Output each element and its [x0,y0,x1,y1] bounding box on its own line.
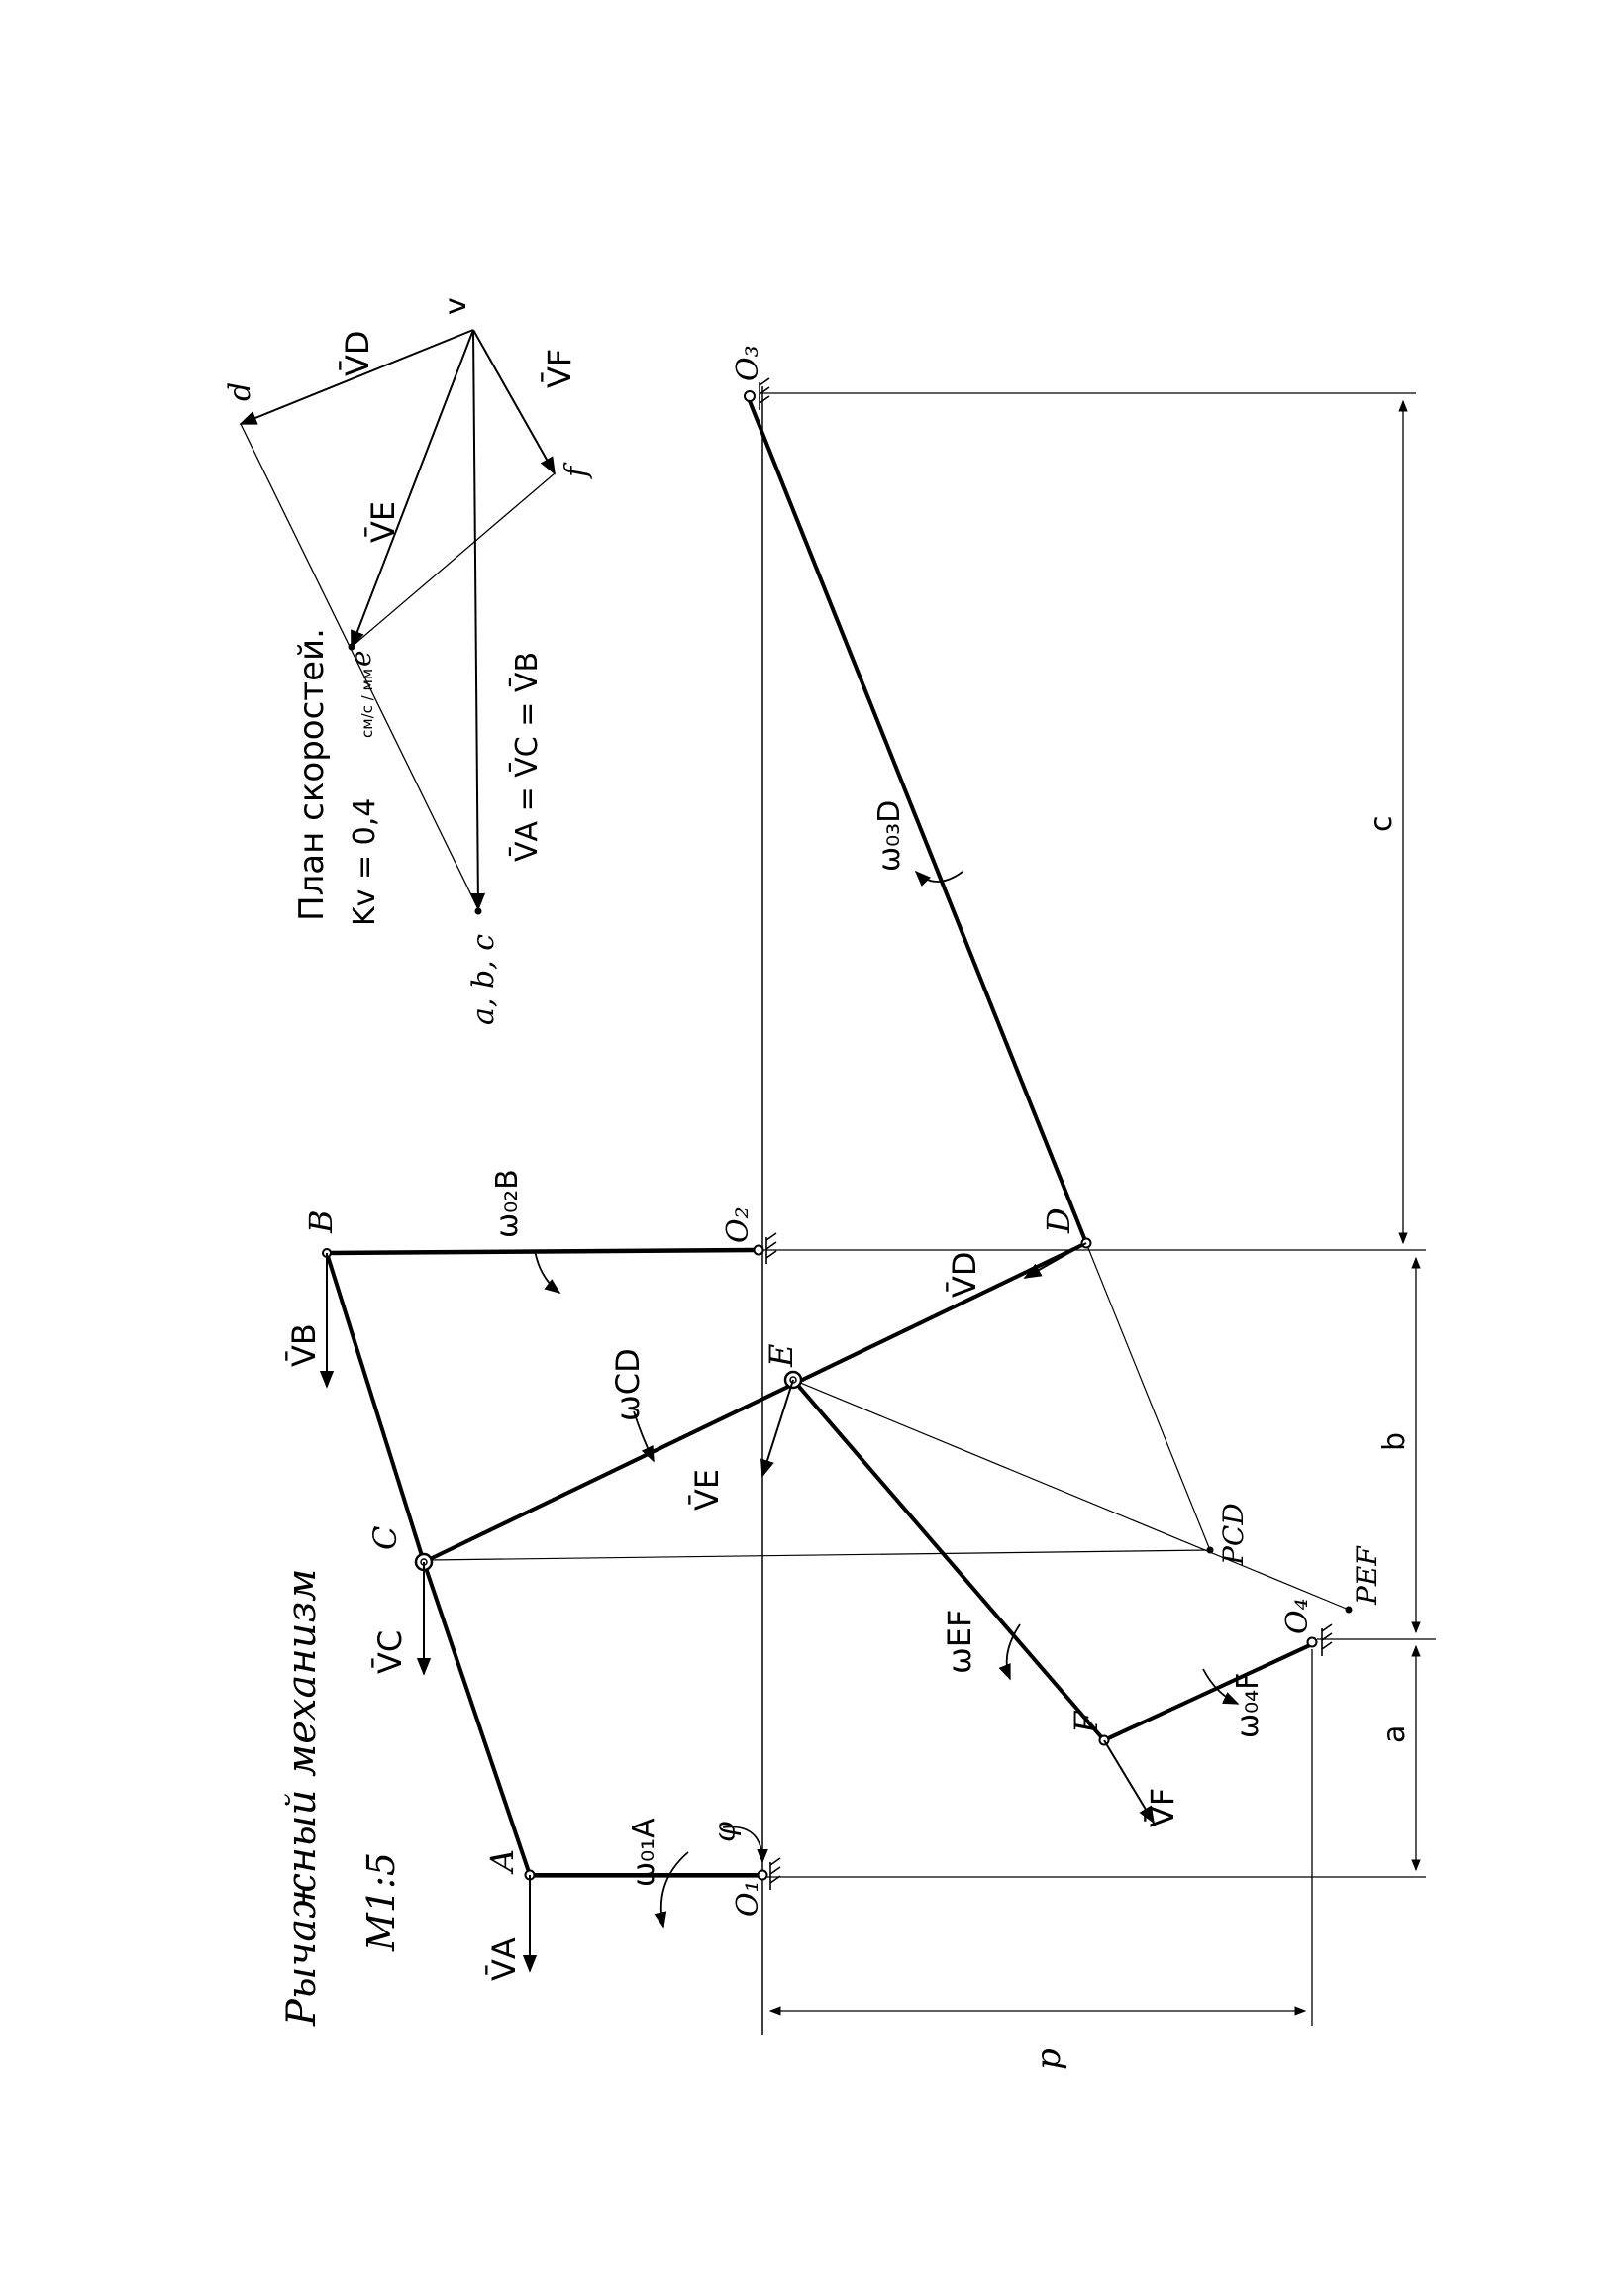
plan-vf-label: V̄F [541,348,578,388]
label-omega-o4f: ω₀₄F [1231,1672,1266,1738]
point-pef [1346,1607,1352,1613]
labels [223,297,1412,2070]
label-point-d: D [1040,1207,1077,1233]
label-point-o2: O₂ [721,1206,756,1243]
point-pcd [1207,1547,1213,1553]
label-point-pef: PEF [1351,1546,1383,1605]
plan-title: План скоростей. [292,628,332,921]
plan-point-e [349,644,355,650]
joint-o4 [1308,1638,1317,1647]
plan-point-abc [475,908,481,914]
plan-va [473,330,478,909]
label-point-o4: O₄ [1280,1598,1315,1634]
plan-abc-label: a, b, c [466,933,501,1025]
plan-equation: V̄A = V̄C = V̄B [510,651,545,862]
link-c-d [424,1243,1086,1562]
label-omega-o1a: ω₀₁A [627,1818,661,1887]
plan-coef: Kv = 0,4 [348,797,382,926]
link-f-o4 [1104,1644,1312,1740]
link-b-o2 [327,1250,755,1253]
label-vd: V̄D [946,1251,983,1298]
label-ve: V̄E [688,1468,726,1511]
support-o4 [1322,1624,1332,1656]
vector-vd [1025,1243,1086,1278]
link-c-b [327,1253,424,1562]
line-d-pcd [1086,1243,1210,1550]
velocity-plan [241,330,555,914]
support-o1 [770,1858,780,1890]
plan-line-e-f [352,473,555,647]
label-va: V̄A [485,1937,523,1981]
plan-ve-label: V̄E [364,500,402,543]
plan-d-label: d [223,381,257,401]
plan-pole-label: v [439,297,473,315]
support-o2 [766,1233,776,1264]
plan-f-label: f [559,466,594,477]
label-dim-a: a [1377,1724,1412,1743]
support-o3 [760,378,769,410]
label-point-a: A [483,1848,521,1872]
line-c-pcd [428,1550,1210,1560]
label-point-o3: O₃ [731,345,765,381]
label-vb: V̄B [285,1323,323,1367]
label-vc: V̄C [371,1629,409,1674]
label-point-e: E [762,1343,800,1367]
joint-o1 [759,1871,767,1880]
label-dim-b: b [1377,1431,1412,1451]
link-e-f [793,1380,1104,1740]
label-omega-cd: ωCD [609,1348,647,1421]
label-dim-c: c [1365,815,1399,832]
label-point-pcd: PCD [1217,1503,1250,1565]
joint-o3 [745,391,755,401]
plan-ve [352,330,473,647]
joint-o2 [755,1246,763,1255]
plan-vd-label: V̄D [339,330,376,376]
link-a-c [424,1562,530,1875]
label-omega-o3d: ω₀₃D [872,799,907,872]
mechanism-title: Рычажный механизм [279,1568,325,2026]
link-d-o3 [750,401,1086,1243]
omega-o1a-arrow [661,1852,688,1927]
plan-e-label: e [345,650,377,667]
label-point-c: C [366,1525,404,1550]
label-vf: V̄F [1144,1787,1181,1827]
label-point-b: B [302,1209,340,1233]
label-omega-o2b: ω₀₂B [490,1169,525,1238]
label-point-f: F [1067,1711,1105,1733]
mechanism-scale: М1:5 [359,1851,403,1951]
line-e-pef [793,1380,1349,1610]
label-point-o1: O₁ [731,1880,765,1917]
label-dim-p: p [1029,2048,1068,2070]
vector-ve [762,1380,793,1476]
label-omega-ef: ωEF [941,1609,978,1674]
omega-o2b-arrow [535,1250,559,1293]
label-phi: φ [708,1821,743,1842]
plan-coef-units: см/с / мм [358,668,376,738]
